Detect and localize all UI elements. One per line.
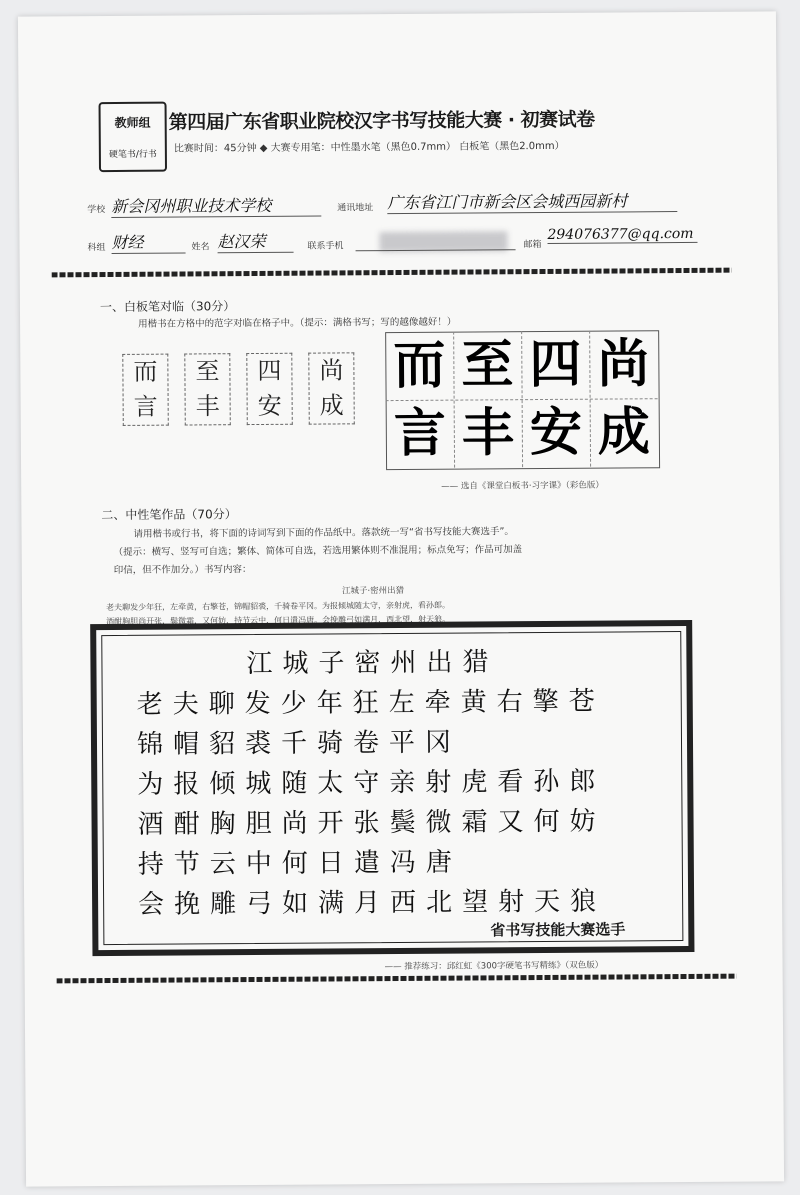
badge-bottom: 硬笔书/行书 <box>108 149 157 161</box>
model-char: 尚 <box>597 333 650 395</box>
address-label: 通讯地址 <box>337 203 374 214</box>
model-characters <box>385 330 658 468</box>
model-char: 丰 <box>461 402 515 464</box>
artwork-line: 锦帽貂裘千骑卷平冈 <box>136 727 462 760</box>
section1-instruction: 用楷书在方格中的范字对临在格子中。（提示：满格书写；写的越像越好！） <box>138 316 457 330</box>
artwork-line: 为报倾城随太守亲射虎看孙郎 <box>137 766 606 800</box>
group-badge <box>99 102 167 172</box>
section1-heading: 一、白板笔对临（30分） <box>99 299 236 315</box>
address-value: 广东省江门市新会区会城西园新村 <box>387 188 677 214</box>
model-char: 至 <box>461 334 514 396</box>
artwork-signature: 省书写技能大赛选手 <box>490 920 626 940</box>
dept-label: 科组 <box>87 243 106 254</box>
practice-cell: 四 安 <box>246 353 293 425</box>
section2-instr2: （提示：横写、竖写可自选；繁体、简体可自选，若选用繁体则不准混用；标点免写；作品可加盖 <box>113 544 523 559</box>
section2-heading: 二、中性笔作品（70分） <box>101 507 237 523</box>
exam-paper <box>18 11 784 1186</box>
section2-instr3: 印信，但不作加分。）书写内容： <box>113 564 252 577</box>
practice-grid <box>122 352 383 450</box>
name-value: 赵汉荣 <box>217 229 293 254</box>
recommend-note: —— 推荐练习：邱红虹《300字硬笔书写精练》（双色版） <box>384 960 604 973</box>
model-char: 成 <box>597 401 651 463</box>
artwork-line: 老夫聊发少年狂左牵黄右擎苍 <box>136 686 605 720</box>
artwork-line: 会挽雕弓如满月西北望射天狼 <box>138 886 607 920</box>
email-value: 294076377@qq.com <box>547 226 697 244</box>
practice-cell: 而 言 <box>122 354 169 426</box>
artwork-line: 酒酣胸胆尚开张鬓微霜又何妨 <box>137 806 606 840</box>
badge-top: 教师组 <box>114 115 151 130</box>
poem-title-small: 江城子·密州出猎 <box>341 585 405 597</box>
section1-source: —— 选自《课堂白板书·习字课》（彩色版） <box>441 480 604 492</box>
model-char: 四 <box>529 333 582 396</box>
model-char: 言 <box>393 402 447 465</box>
phone-label: 联系手机 <box>307 241 344 252</box>
poem-text-small: 酒酣胸胆尚开张，鬓微霜，又何妨，持节云中，何日遣冯唐。会挽雕弓如满月，西北望，射天狼。 <box>106 614 451 627</box>
exam-subtitle: 比赛时间：45分钟 ◆ 大赛专用笔：中性墨水笔（黑色0.7mm） 白板笔（黑色2.0mm） <box>173 140 565 155</box>
divider-bottom <box>57 974 737 984</box>
poem-text-small: 老夫聊发少年狂，左牵黄，右擎苍，锦帽貂裘，千骑卷平冈。为报倾城随太守，亲射虎，看孙郎。 <box>106 600 451 613</box>
school-label: 学校 <box>87 205 106 216</box>
model-char: 而 <box>393 334 446 397</box>
artwork-line: 持节云中何日遣冯唐 <box>137 847 462 880</box>
section2-instr1: 请用楷书或行书，将下面的诗词写到下面的作品纸中。落款统一写“省书写技能大赛选手”。 <box>133 526 514 540</box>
divider-top <box>52 268 732 278</box>
dept-value: 财经 <box>111 229 185 254</box>
school-value: 新会冈州职业技术学校 <box>111 193 321 218</box>
practice-cell: 尚 成 <box>308 352 355 424</box>
name-label: 姓名 <box>191 242 210 253</box>
practice-cell: 至 丰 <box>184 353 231 425</box>
artwork-title: 江城子密州出猎 <box>246 647 499 680</box>
model-char: 安 <box>529 401 583 464</box>
exam-title: 第四届广东省职业院校汉字书写技能大赛 · 初赛试卷 <box>168 108 595 134</box>
email-label: 邮箱 <box>523 240 542 251</box>
artwork-frame <box>90 620 694 956</box>
